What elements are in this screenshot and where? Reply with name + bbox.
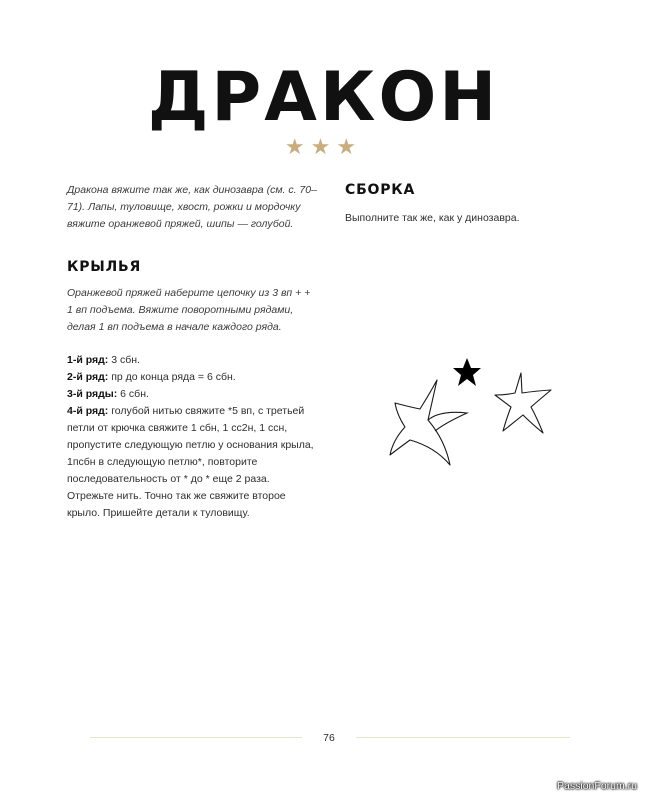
- wings-rows: [67, 352, 317, 522]
- footer-rule-right: [356, 737, 570, 738]
- left-column: [67, 182, 317, 522]
- intro-paragraph: Дракона вяжите так же, как динозавра (см. с. 70–71). Лапы, туловище, хвост, рожки и мордочку вяжите оранжевой пряжей, шипы — голубой.: [67, 184, 317, 230]
- wings-heading: КРЫЛЬЯ: [67, 259, 142, 275]
- outline-star-large-icon: [390, 380, 467, 465]
- footer-rule-left: [90, 737, 302, 738]
- assembly-text: Выполните так же, как у динозавра.: [345, 212, 520, 224]
- row-text: голубой нитью свяжите *5 вп, с третьей петли от крючка свяжите 1 сбн, 1 сс2н, 1 ссн, пропустите следующую петлю у основания крыла, 1псбн в следующую петлю*, повторите последовательность от * до * еще 2 раза. Отрежьте нить. Точно так же свяжите второе крыло. Пришейте детали к туловищу.: [67, 405, 314, 519]
- page-title: ДРАКОН: [147, 58, 500, 137]
- row-label: 3-й ряды:: [67, 388, 118, 400]
- filled-star-icon: [453, 358, 481, 386]
- row-text: пр до конца ряда = 6 сбн.: [108, 371, 236, 383]
- outline-star-small-icon: [495, 373, 551, 433]
- right-column: [345, 182, 585, 227]
- assembly-heading: СБОРКА: [345, 182, 416, 198]
- page-number: 76: [323, 732, 335, 744]
- row-text: 3 сбн.: [108, 354, 140, 366]
- row-label: 1-й ряд:: [67, 354, 109, 366]
- row-label: 4-й ряд:: [67, 405, 109, 417]
- difficulty-rating: ★★★: [284, 134, 363, 159]
- row-instruction: [67, 386, 317, 403]
- row-instruction: [67, 369, 317, 386]
- row-instruction: [67, 403, 317, 522]
- row-label: 2-й ряд:: [67, 371, 109, 383]
- row-instruction: [67, 352, 317, 369]
- page-footer: [90, 730, 570, 746]
- wings-intro: Оранжевой пряжей наберите цепочку из 3 вп + + 1 вп подъема. Вяжите поворотными рядами, делая 1 вп подъема в начале каждого ряда.: [67, 287, 311, 333]
- row-text: 6 сбн.: [117, 388, 149, 400]
- stars-illustration: [385, 355, 565, 475]
- watermark: PassionForum.ru: [557, 780, 637, 792]
